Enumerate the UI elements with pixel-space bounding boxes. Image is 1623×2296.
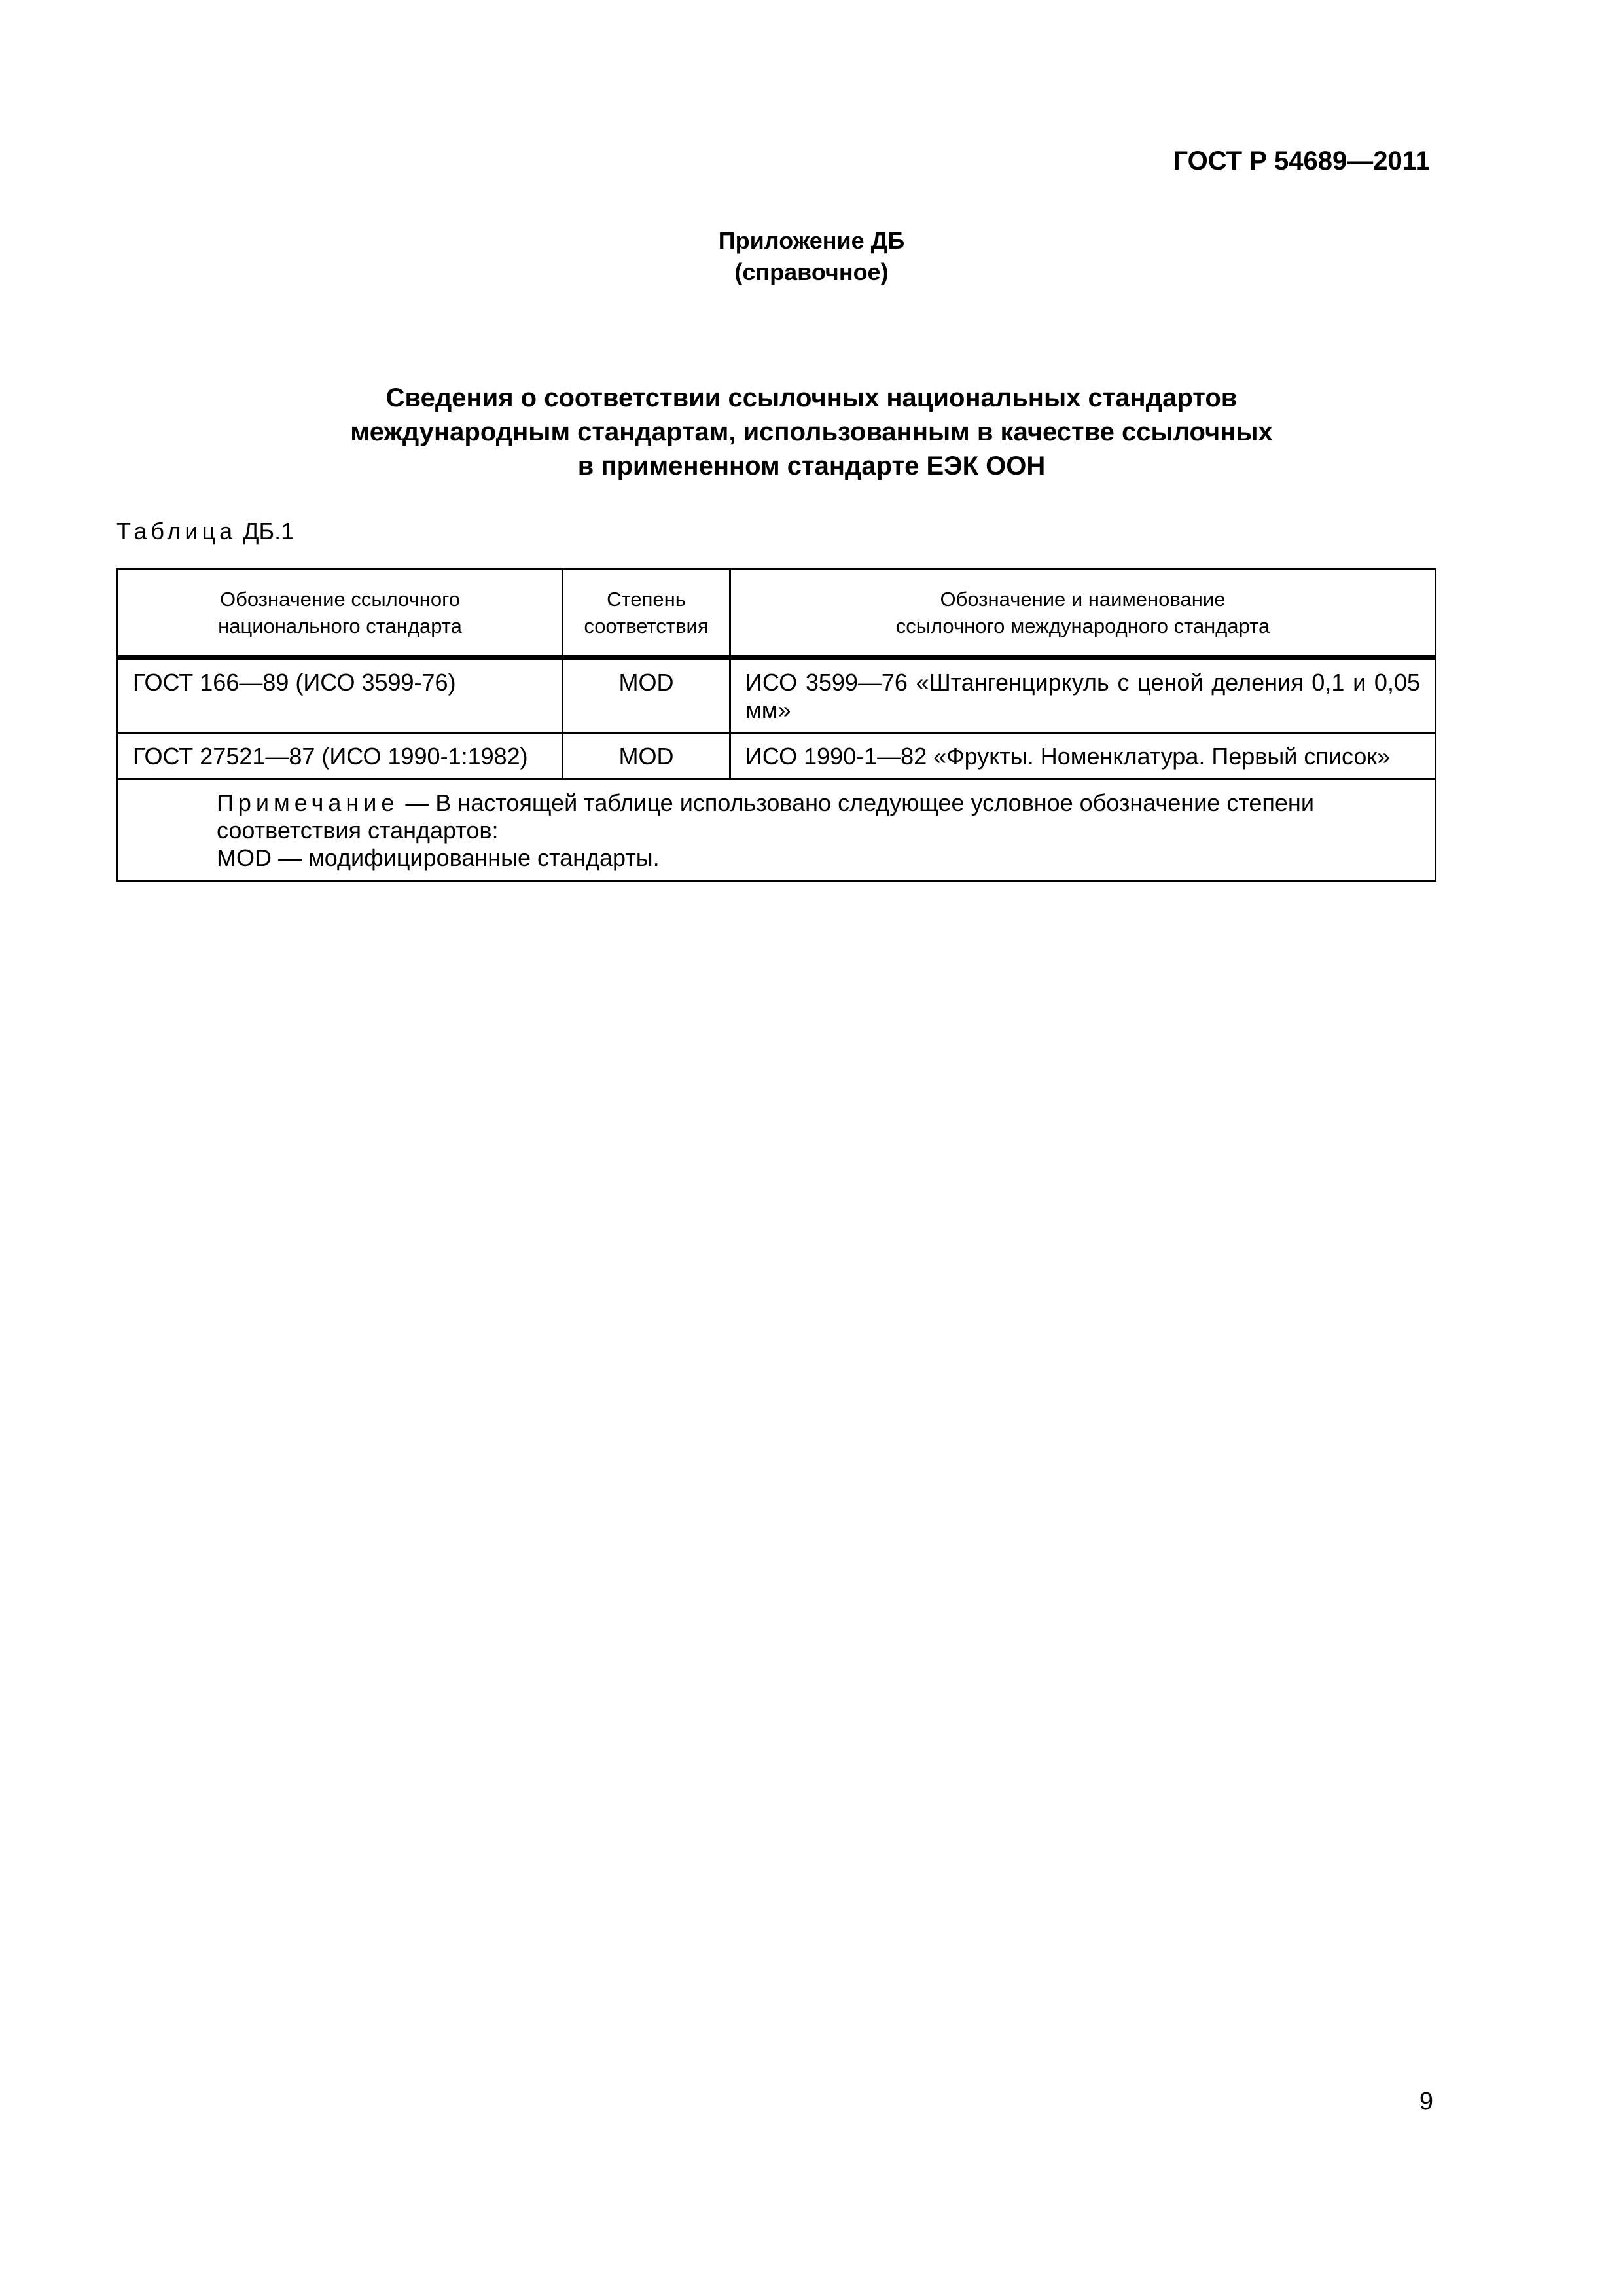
header-line: ссылочного международного стандарта [895, 615, 1270, 637]
table-row [118, 658, 1436, 733]
document-code: ГОСТ Р 54689—2011 [1173, 147, 1430, 175]
table-row [118, 733, 1436, 780]
standards-table [116, 568, 1436, 882]
cell-national: ГОСТ 27521—87 (ИСО 1990-1:1982) [118, 733, 563, 780]
header-line: Обозначение ссылочного [220, 588, 460, 611]
header-line: национального стандарта [218, 615, 462, 637]
table-caption-word: Таблица [116, 518, 237, 545]
header-line: Степень [607, 588, 686, 611]
cell-international: ИСО 1990-1—82 «Фрукты. Номенклатура. Первый список» [730, 733, 1436, 780]
note-legend: MOD — модифицированные стандарты. [217, 844, 660, 871]
section-title-line: международным стандартам, использованным в качестве ссылочных [350, 418, 1273, 446]
header-international-standard [730, 569, 1436, 658]
cell-national: ГОСТ 166—89 (ИСО 3599-76) [118, 658, 563, 733]
cell-degree: MOD [563, 658, 730, 733]
header-line: Обозначение и наименование [940, 588, 1226, 611]
table-caption [116, 517, 294, 546]
annex-title: Приложение ДБ [718, 227, 905, 254]
table-note-row [118, 780, 1436, 881]
header-national-standard [118, 569, 563, 658]
section-title [0, 381, 1623, 483]
header-degree [563, 569, 730, 658]
note-text: — В настоящей таблице использовано следующее условное обозначение степени соответствия стандартов: [217, 789, 1314, 844]
cell-degree: MOD [563, 733, 730, 780]
table-caption-number: ДБ.1 [243, 518, 294, 545]
annex-status: (справочное) [734, 259, 889, 285]
note-label: Примечание [217, 789, 399, 816]
section-title-line: в примененном стандарте ЕЭК ООН [577, 452, 1046, 480]
section-title-line: Сведения о соответствии ссылочных национальных стандартов [385, 384, 1238, 412]
table-header-row [118, 569, 1436, 658]
note-paragraph [133, 789, 1420, 844]
cell-international: ИСО 3599—76 «Штангенциркуль с ценой деления 0,1 и 0,05 мм» [730, 658, 1436, 733]
table-note [118, 780, 1436, 881]
page-number: 9 [1419, 2088, 1433, 2115]
header-line: соответствия [584, 615, 709, 637]
